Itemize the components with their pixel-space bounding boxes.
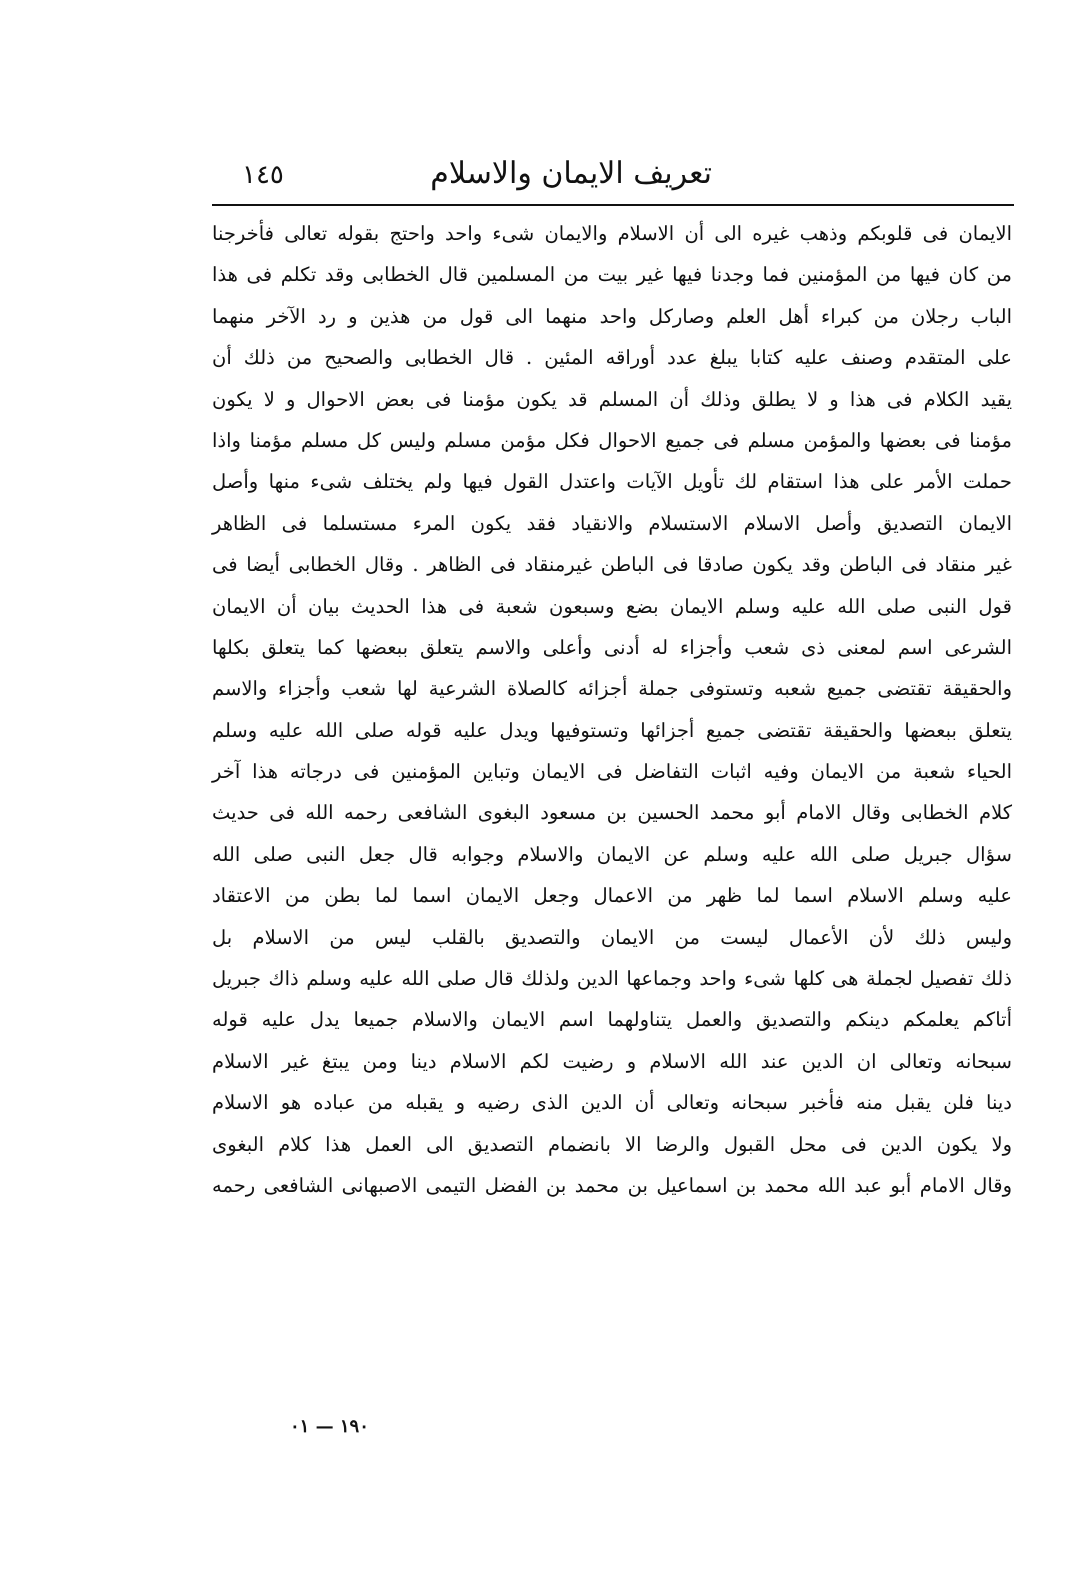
text-line: حملت الأمر على هذا استقام لك تأويل الآيات واعتدل القول فيها ولم يختلف شىء منها وأصل [212, 470, 1012, 494]
text-line: دينا فلن يقبل منه فأخبر سبحانه وتعالى أن الدين الذى رضيه و يقبله من عباده هو الاسلام [212, 1091, 1012, 1115]
text-line: الايمان التصديق وأصل الاسلام الاستسلام والانقياد فقد يكون المرء مستسلما فى الظاهر [212, 511, 1012, 535]
page-number: ١٤٥ [242, 160, 284, 190]
text-line: سبحانه وتعالى ان الدين عند الله الاسلام و رضيت لكم الاسلام دينا ومن يبتغ غير الاسلام [212, 1049, 1012, 1073]
text-line: وقال الامام أبو عبد الله محمد بن اسماعيل بن محمد بن الفضل التيمى الاصبهانى الشافعى رحمه [212, 1173, 1012, 1197]
text-line: غير منقاد فى الباطن وقد يكون صادقا فى الباطن غيرمنقاد فى الظاهر . وقال الخطابى أيضا فى [212, 553, 1012, 577]
body-text [212, 213, 1012, 1206]
text-line: مؤمنا فى بعضها والمؤمن مسلم فى جميع الاحوال فكل مؤمن مسلم وليس كل مسلم مؤمنا واذا [212, 428, 1012, 452]
text-line: الحياء شعبة من الايمان وفيه اثبات التفاضل فى الايمان وتباين المؤمنين فى درجاته هذا آخر [212, 760, 1012, 784]
text-line: من كان فيها من المؤمنين فما وجدنا فيها غير بيت من المسلمين قال الخطابى وقد تكلم فى هذا [212, 263, 1012, 287]
text-line: كلام الخطابى وقال الامام أبو محمد الحسين بن مسعود البغوى الشافعى رحمه الله فى حديث [212, 801, 1012, 825]
text-line: وليس ذلك لأن الأعمال ليست من الايمان والتصديق بالقلب ليس من الاسلام بل [212, 925, 1012, 949]
running-title: تعريف الايمان والاسلام [430, 156, 712, 191]
text-line: قول النبى صلى الله عليه وسلم الايمان بضع وسبعون شعبة فى هذا الحديث بيان أن الايمان [212, 594, 1012, 618]
text-line: أتاكم يعلمكم دينكم والتصديق والعمل يتناولهما اسم الايمان والاسلام جميعا يدل عليه قوله [212, 1008, 1012, 1032]
page-header [212, 152, 1012, 202]
header-rule [212, 204, 1014, 206]
signature-mark: ١٩٠ — ٠١ [290, 1416, 369, 1437]
text-line: على المتقدم وصنف عليه كتابا يبلغ عدد أوراقه المئين . قال الخطابى والصحيح من ذلك أن [212, 346, 1012, 370]
text-line: والحقيقة تقتضى جميع شعبه وتستوفى جملة أجزائه كالصلاة الشرعية لها شعب وأجزاء والاسم [212, 677, 1012, 701]
text-line: سؤال جبريل صلى الله عليه وسلم عن الايمان والاسلام وجوابه قال جعل النبى صلى الله [212, 842, 1012, 866]
text-line: الايمان فى قلوبكم وذهب غيره الى أن الاسلام والايمان شىء واحد واحتج بقوله تعالى فأخرجنا [212, 222, 1012, 245]
text-line: الباب رجلان من كبراء أهل العلم وصاركل واحد منهما الى قول من هذين و رد الآخر منهما [212, 304, 1012, 328]
text-line: يقيد الكلام فى هذا و لا يطلق وذلك أن المسلم قد يكون مؤمنا فى بعض الاحوال و لا يكون [212, 387, 1012, 411]
text-line: ولا يكون الدين فى محل القبول والرضا الا بانضمام التصديق الى العمل هذا كلام البغوى [212, 1132, 1012, 1156]
text-line: ذلك تفصيل لجملة هى كلها شىء واحد وجماعها الدين ولذلك قال صلى الله عليه وسلم ذاك جبريل [212, 967, 1012, 991]
text-line: عليه وسلم الاسلام اسما لما ظهر من الاعمال وجعل الايمان اسما لما بطن من الاعتقاد [212, 884, 1012, 908]
text-line: يتعلق ببعضها والحقيقة تقتضى جميع أجزائها وتستوفيها ويدل عليه قوله صلى الله عليه وسلم [212, 718, 1012, 742]
text-line: الشرعى اسم لمعنى ذى شعب وأجزاء له أدنى وأعلى والاسم يتعلق ببعضها كما يتعلق بكلها [212, 635, 1012, 659]
